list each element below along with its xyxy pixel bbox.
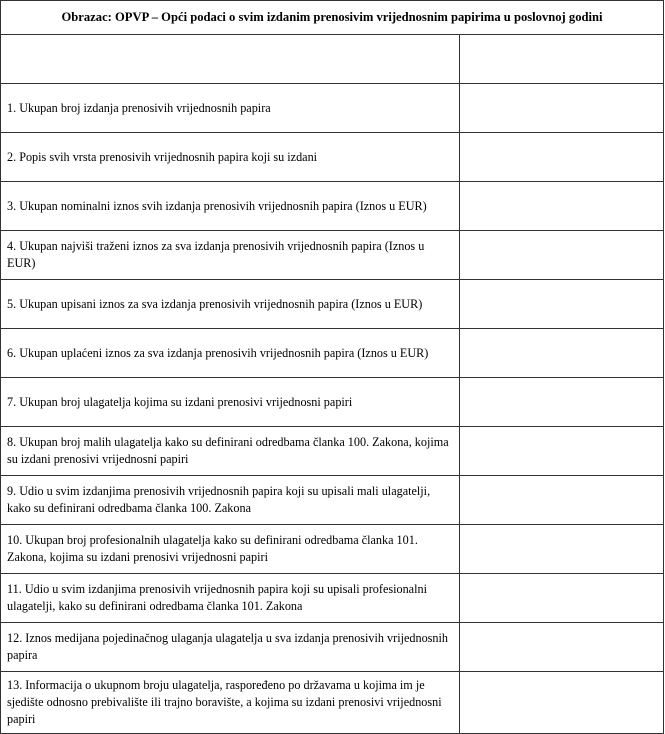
table-row	[1, 525, 664, 574]
row-value-cell[interactable]	[460, 574, 664, 623]
table-row	[1, 427, 664, 476]
table-row	[1, 574, 664, 623]
table-row	[1, 329, 664, 378]
row-value-cell[interactable]	[460, 525, 664, 574]
row-value-cell[interactable]	[460, 672, 664, 734]
form-title: Obrazac: OPVP – Opći podaci o svim izdanim prenosivim vrijednosnim papirima u poslovnoj godini	[1, 1, 664, 35]
row-label: 13. Informacija o ukupnom broju ulagatelja, raspoređeno po državama u kojima im je sjedište odnosno prebivalište ili trajno boravište, a kojima su izdani prenosivi vrijednosni papiri	[1, 672, 460, 734]
row-label: 1. Ukupan broj izdanja prenosivih vrijednosnih papira	[1, 84, 460, 133]
row-value-cell[interactable]	[460, 329, 664, 378]
table-row	[1, 84, 664, 133]
table-row	[1, 378, 664, 427]
row-label: 2. Popis svih vrsta prenosivih vrijednosnih papira koji su izdani	[1, 133, 460, 182]
row-label	[1, 35, 460, 84]
table-row	[1, 35, 664, 84]
table-row	[1, 280, 664, 329]
row-value-cell[interactable]	[460, 231, 664, 280]
table-row	[1, 231, 664, 280]
row-label: 10. Ukupan broj profesionalnih ulagatelja kako su definirani odredbama članka 101. Zakona, kojima su izdani prenosivi vrijednosni papiri	[1, 525, 460, 574]
table-row	[1, 476, 664, 525]
row-value-cell[interactable]	[460, 35, 664, 84]
row-label: 7. Ukupan broj ulagatelja kojima su izdani prenosivi vrijednosni papiri	[1, 378, 460, 427]
table-row	[1, 133, 664, 182]
row-label: 3. Ukupan nominalni iznos svih izdanja prenosivih vrijednosnih papira (Iznos u EUR)	[1, 182, 460, 231]
row-label: 4. Ukupan najviši traženi iznos za sva izdanja prenosivih vrijednosnih papira (Iznos u EUR)	[1, 231, 460, 280]
row-value-cell[interactable]	[460, 427, 664, 476]
row-label: 8. Ukupan broj malih ulagatelja kako su definirani odredbama članka 100. Zakona, kojima su izdani prenosivi vrijednosni papiri	[1, 427, 460, 476]
row-label: 11. Udio u svim izdanjima prenosivih vrijednosnih papira koji su upisali profesionalni ulagatelji, kako su definirani odredbama članka 101. Zakona	[1, 574, 460, 623]
row-value-cell[interactable]	[460, 280, 664, 329]
row-value-cell[interactable]	[460, 378, 664, 427]
row-value-cell[interactable]	[460, 623, 664, 672]
row-value-cell[interactable]	[460, 133, 664, 182]
table-row	[1, 672, 664, 734]
form-title-row	[1, 1, 664, 35]
row-label: 12. Iznos medijana pojedinačnog ulaganja ulagatelja u sva izdanja prenosivih vrijednosnih papira	[1, 623, 460, 672]
table-row	[1, 623, 664, 672]
row-label: 6. Ukupan uplaćeni iznos za sva izdanja prenosivih vrijednosnih papira (Iznos u EUR)	[1, 329, 460, 378]
row-label: 9. Udio u svim izdanjima prenosivih vrijednosnih papira koji su upisali mali ulagatelji, kako su definirani odredbama članka 100. Zakona	[1, 476, 460, 525]
row-value-cell[interactable]	[460, 476, 664, 525]
row-value-cell[interactable]	[460, 182, 664, 231]
row-label: 5. Ukupan upisani iznos za sva izdanja prenosivih vrijednosnih papira (Iznos u EUR)	[1, 280, 460, 329]
table-row	[1, 182, 664, 231]
row-value-cell[interactable]	[460, 84, 664, 133]
